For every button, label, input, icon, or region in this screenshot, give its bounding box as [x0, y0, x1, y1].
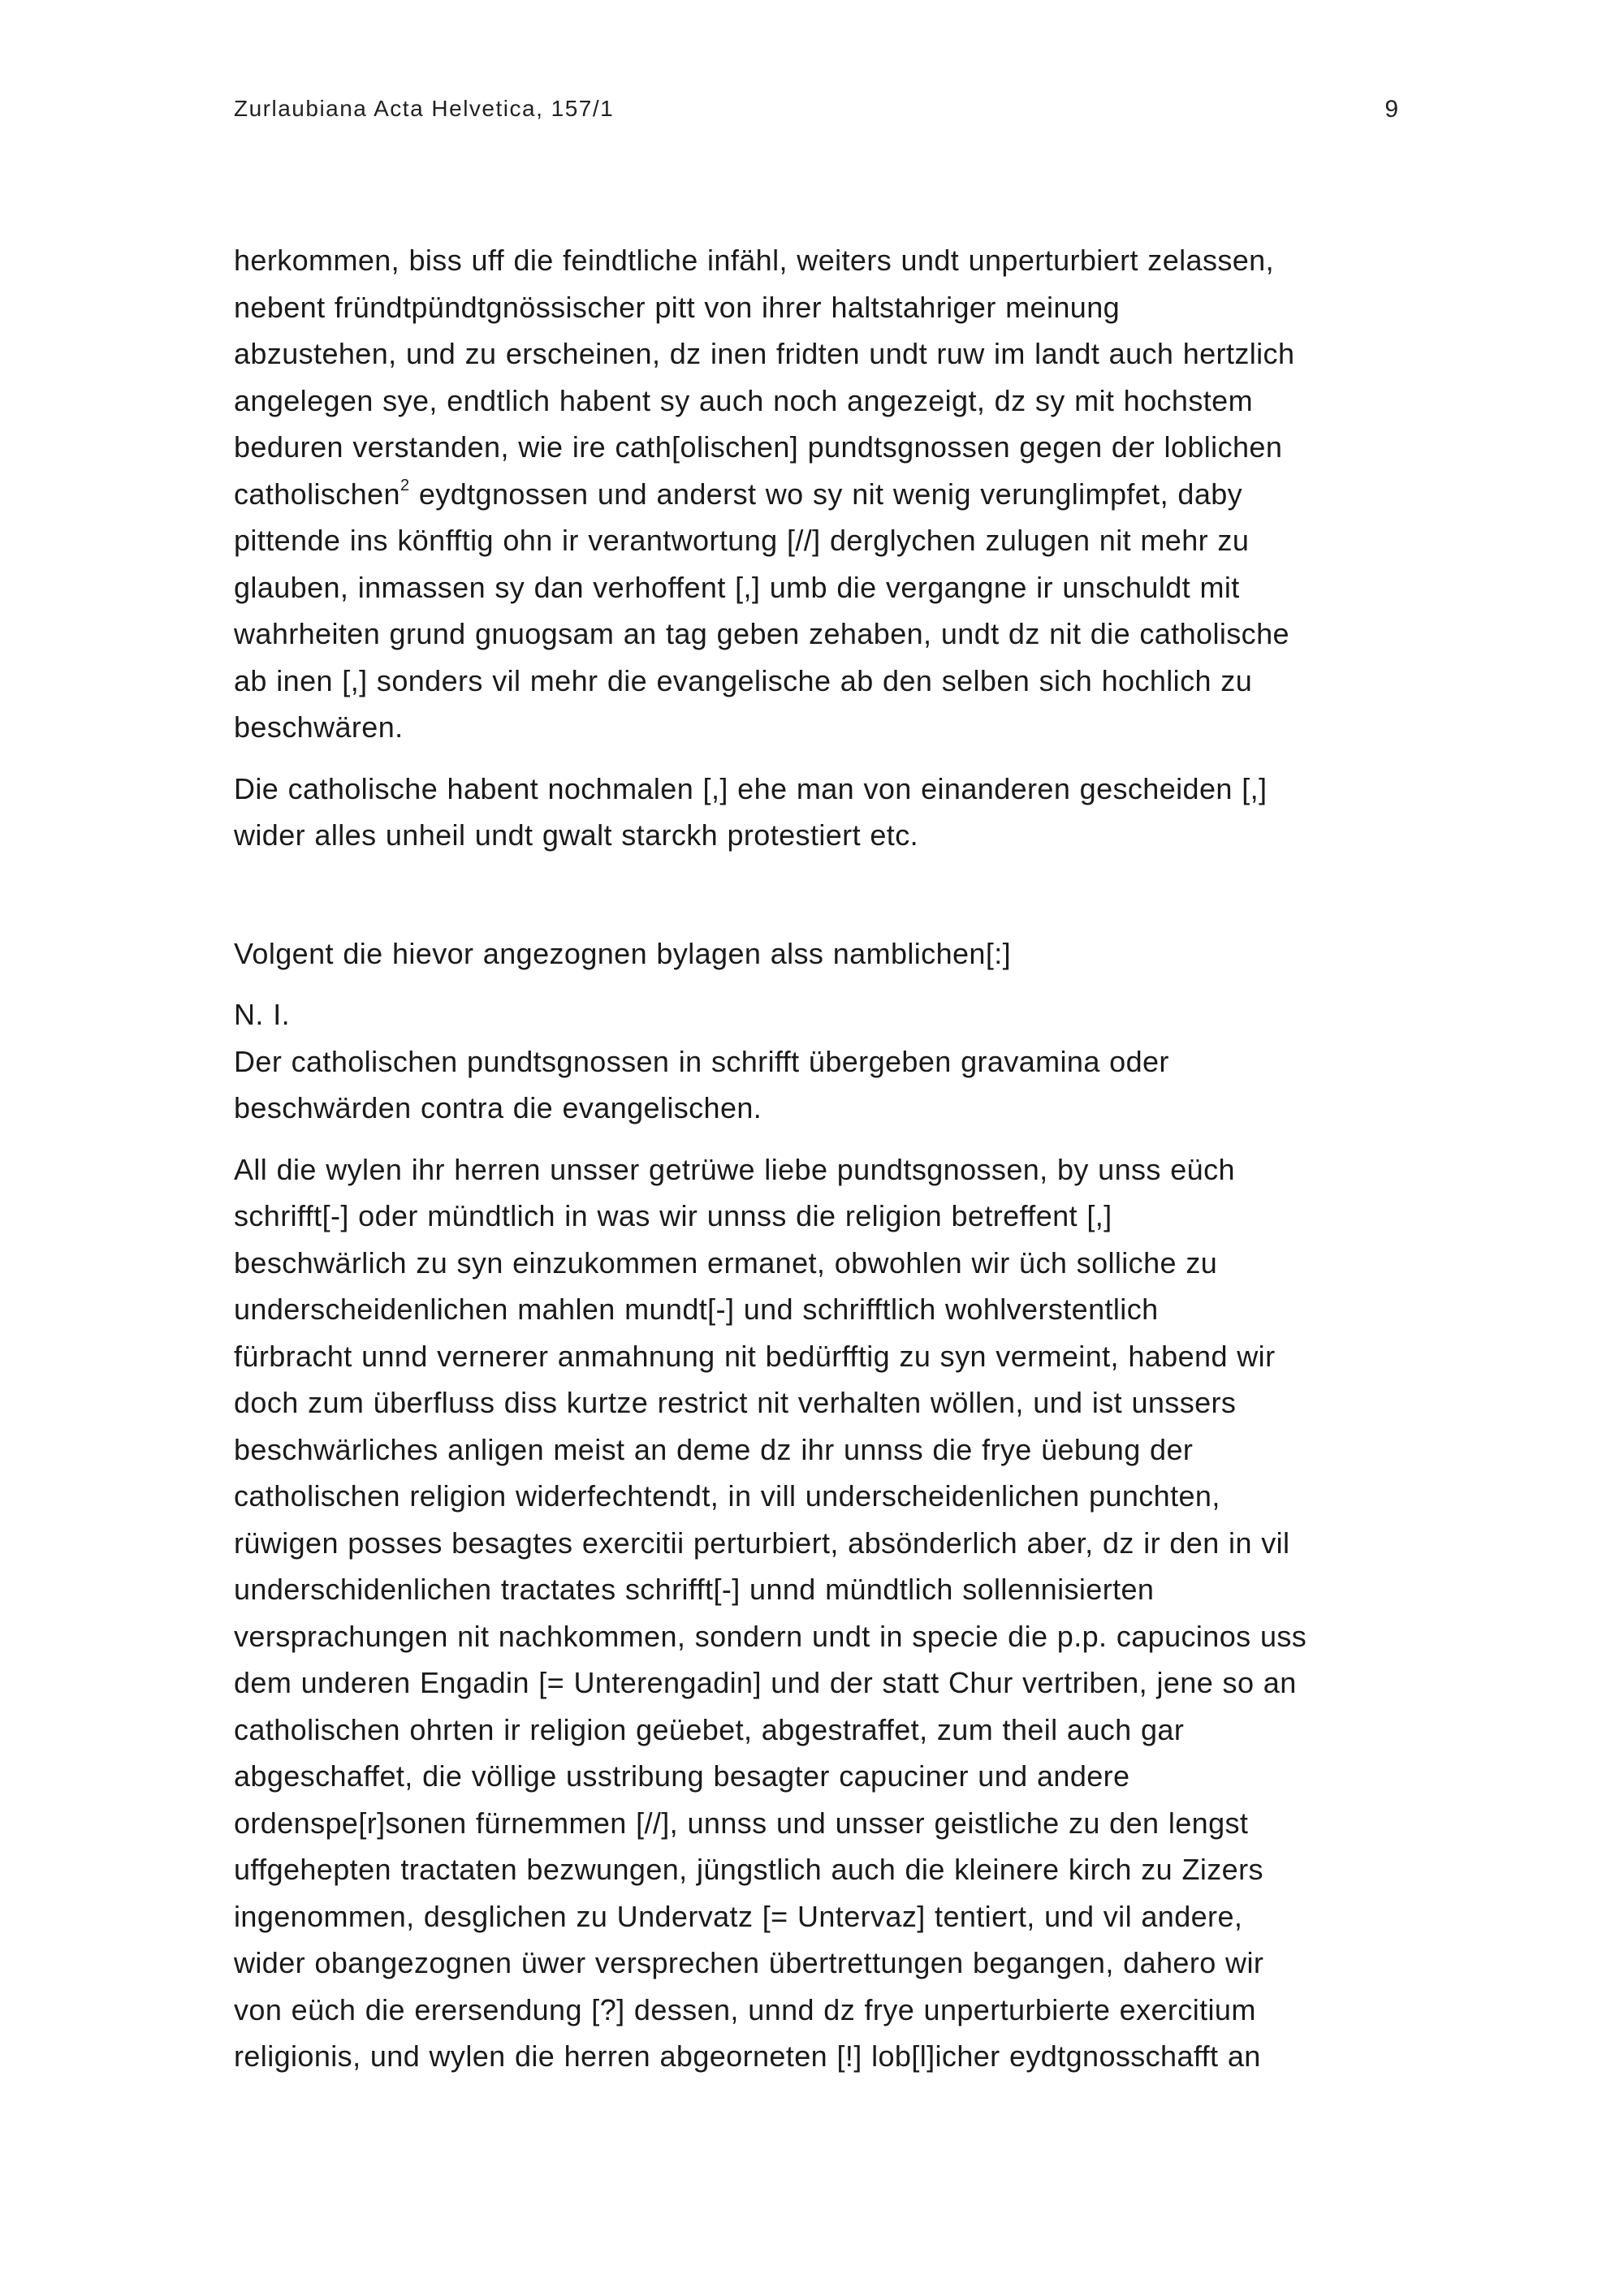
text-line: abgeschaffet, die völlige usstribung besagter capuciner und andere: [234, 1759, 1130, 1793]
text-line: catholischen ohrten ir religion geüebet, abgestraffet, zum theil auch gar: [234, 1712, 1185, 1746]
text-line: wahrheiten grund gnuogsam an tag geben zehaben, undt dz nit die catholische: [234, 617, 1289, 650]
paragraph-1: [234, 237, 1411, 751]
text-line: Volgent die hievor angezognen bylagen alss namblichen[:]: [234, 936, 1012, 970]
section-number: N. I.: [234, 998, 291, 1031]
text-line: von eüch die erersendung [?] dessen, unnd dz frye unperturbierte exercitium: [234, 1992, 1256, 2026]
text-line: religionis, und wylen die herren abgeorneten [!] lob[l]icher eydtgnosschafft an: [234, 2039, 1261, 2073]
text-line: dem underen Engadin [= Unterengadin] und der statt Chur vertriben, jene so an: [234, 1666, 1297, 1699]
text-line: beduren verstanden, wie ire cath[olischen] pundtsgnossen gegen der loblichen: [234, 430, 1283, 464]
document-body: [234, 237, 1411, 2080]
text-line: underscheidenlichen mahlen mundt[-] und schrifftlich wohlverstentlich: [234, 1293, 1159, 1326]
text-line-with-footnote: [234, 471, 1411, 518]
text-line: versprachungen nit nachkommen, sondern undt in specie die p.p. capucinos uss: [234, 1619, 1307, 1653]
text-line: ordenspe[r]sonen fürnemmen [//], unnss und unsser geistliche zu den lengst: [234, 1806, 1249, 1840]
text-line: schrifft[-] oder mündtlich in was wir unnss die religion betreffent [,]: [234, 1199, 1112, 1232]
section-heading: [234, 991, 1411, 1132]
text-line: ab inen [,] sonders vil mehr die evangelische ab den selben sich hochlich zu: [234, 663, 1253, 697]
paragraph-2: [234, 766, 1411, 859]
text-line: abzustehen, und zu erscheinen, dz inen fridten undt ruw im landt auch hertzlich: [234, 337, 1295, 370]
text-line: nebent fründtpündtgnössischer pitt von ihrer haltstahriger meinung: [234, 290, 1121, 324]
text-line: glauben, inmassen sy dan verhoffent [,] umb die vergangne ir unschuldt mit: [234, 570, 1240, 604]
text-fragment: catholischen: [234, 477, 400, 511]
text-line: pittende ins könfftig ohn ir verantwortung [//] derglychen zulugen nit mehr zu: [234, 524, 1250, 557]
text-line: rüwigen posses besagtes exercitii perturbiert, absönderlich aber, dz ir den in vil: [234, 1526, 1290, 1560]
text-line: angelegen sye, endtlich habent sy auch noch angezeigt, dz sy mit hochstem: [234, 383, 1253, 417]
text-line: beschwären.: [234, 710, 404, 744]
text-line: wider alles unheil undt gwalt starckh protestiert etc.: [234, 818, 918, 852]
text-line: herkommen, biss uff die feindtliche infähl, weiters undt unperturbiert zelassen,: [234, 244, 1274, 277]
paragraph-main: [234, 1146, 1411, 2080]
section-intro: [234, 930, 1411, 978]
text-line: wider obangezognen üwer versprechen übertrettungen begangen, dahero wir: [234, 1946, 1264, 1979]
text-line: uffgehepten tractaten bezwungen, jüngstlich auch die kleinere kirch zu Zizers: [234, 1853, 1263, 1886]
text-line: Der catholischen pundtsgnossen in schrifft übergeben gravamina oder: [234, 1044, 1169, 1078]
text-fragment: eydtgnossen und anderst wo sy nit wenig verunglimpfet, daby: [418, 477, 1243, 511]
text-line: fürbracht unnd vernerer anmahnung nit bedürfftig zu syn vermeint, habend wir: [234, 1339, 1276, 1373]
text-line: beschwärlich zu syn einzukommen ermanet, obwohlen wir üch solliche zu: [234, 1245, 1218, 1280]
footnote-marker: 2: [400, 476, 410, 494]
text-line: catholischen religion widerfechtendt, in vill underscheidenlichen punchten,: [234, 1479, 1220, 1513]
running-header-title: Zurlaubiana Acta Helvetica, 157/1: [234, 96, 615, 121]
text-line: beschwärden contra die evangelischen.: [234, 1091, 762, 1124]
text-line: doch zum überfluss diss kurtze restrict nit verhalten wöllen, und ist unssers: [234, 1386, 1237, 1419]
text-line: beschwärliches anligen meist an deme dz ihr unnss die frye üebung der: [234, 1432, 1194, 1466]
text-line: ingenommen, desglichen zu Undervatz [= Untervaz] tentiert, und vil andere,: [234, 1899, 1243, 1933]
page-number: 9: [1384, 96, 1398, 123]
text-line: All die wylen ihr herren unsser getrüwe liebe pundtsgnossen, by unss eüch: [234, 1152, 1235, 1186]
text-line: underschidenlichen tractates schrifft[-] unnd mündtlich sollennisierten: [234, 1573, 1155, 1606]
text-line: Die catholische habent nochmalen [,] ehe man von einanderen gescheiden [,]: [234, 771, 1268, 805]
